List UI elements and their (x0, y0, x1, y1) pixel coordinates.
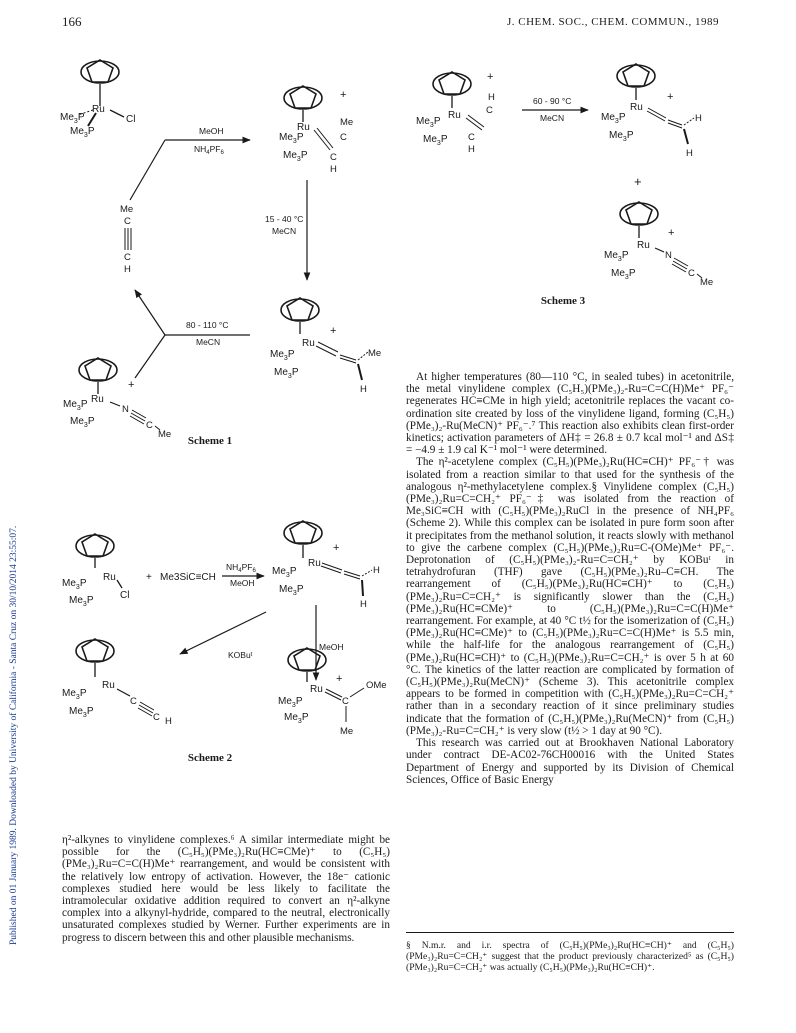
scheme-1-caption: Scheme 1 (187, 435, 233, 447)
complex-ru-acetylene (416, 71, 495, 155)
svg-text:Me3P: $Me_3P$ (609, 130, 634, 143)
svg-text:Ru: Ru (308, 558, 321, 569)
svg-text:Me: Me (700, 277, 714, 288)
svg-text:H: H (373, 565, 380, 576)
svg-text:Me3P: $Me_3P$ (611, 268, 636, 281)
svg-text:H: H (165, 716, 172, 727)
svg-text:C: C (486, 105, 493, 116)
svg-text:Me3P: $Me_3P$ (70, 126, 95, 139)
svg-text:H: H (330, 164, 337, 175)
svg-text:C: C (342, 696, 349, 707)
svg-text:Ru: Ru (630, 102, 643, 113)
svg-text:+: + (333, 542, 340, 554)
svg-text:H: H (686, 148, 693, 159)
svg-text:15 - 40 °C: 15 - 40 °C (265, 214, 304, 224)
svg-text:+: + (330, 325, 337, 337)
propyne (120, 204, 133, 275)
svg-text:Me3P: $Me_3P$ (62, 578, 87, 591)
svg-text:Me3P: $Me_3P$ (279, 132, 304, 145)
left-paragraph: η²-alkynes to vinylidene complexes.⁶ A similar intermediate might be possible for the (C₅H₅)(PMe₃)₂Ru(HC≡CMe)⁺ to (C₅H₅)(PMe₃)₂Ru=C=C(H)Me⁺ rearrangement, and would be consistent with the relatively low entropy of activation. However, the 18e⁻ cationic complexes studied here would be less likely to facilitate the intramolecular oxidative addition required to convert an η²-alkyne complex into a alkynyl-hydride, compared to the neutral, electronically unsaturated complexes studied by Werner. Further experiments are in progress to discern between this and other plausible mechanisms. (62, 834, 390, 944)
svg-text:Me: Me (120, 204, 134, 215)
svg-text:Me: Me (368, 348, 382, 359)
svg-text:C: C (146, 420, 153, 431)
svg-text:80 - 110 °C: 80 - 110 °C (186, 320, 229, 330)
svg-text:MeCN: MeCN (540, 113, 565, 123)
svg-text:Me3P: $Me_3P$ (279, 584, 304, 597)
reagent-meoh: MeOH (199, 126, 224, 136)
svg-text:Ru: Ru (102, 680, 115, 691)
svg-text:+: + (487, 71, 494, 83)
footnote: § N.m.r. and i.r. spectra of (C₅H₅)(PMe₃)₂Ru(HC≡CH)⁺ and (C₅H₅)(PMe₃)₂Ru=C=CH₂⁺ suggest that the product previously characterized⁵ as (C₅H₅)(PMe₃)₂Ru=C=CH₂⁺ was actually (C₅H₅)(PMe₃)₂Ru(HC≡CH)⁺. (406, 940, 734, 973)
svg-text:Ru: Ru (448, 110, 461, 121)
complex-ru-vinylidene-methyl (270, 298, 381, 395)
svg-text:Me3P: $Me_3P$ (69, 595, 94, 608)
svg-text:H: H (360, 384, 367, 395)
svg-text:C: C (340, 132, 347, 143)
svg-text:Me3P: $Me_3P$ (601, 112, 626, 125)
svg-text:+: + (668, 227, 675, 239)
paragraph-acetylene-complex: The η²-acetylene complex (C₅H₅)(PMe₃)₂Ru(HC≡CH)⁺ PF₆⁻† was isolated from a reaction similar to that used for the synthesis of the analogous η²-methylacetylene complex.§ Vinylidene complex (C₅H₅)(PMe₃)₂Ru=C=CH₂⁺ PF₆⁻‡ was isolated from the reaction of Me₃SiC≡CH with (C₅H₅)(PMe₃)₂RuCl in the presence of NH₄PF₆ (Scheme 2). While this complex can be isolated in pure form soon after it precipitates from the methanol solution, it reacts slowly with methanol to give the carbene complex (C₅H₅)(PMe₃)₂Ru=C-(OMe)Me⁺ PF₆⁻. Deprotonation of (C₅H₅)(PMe₃)₂-Ru=C=CH₂⁺ by KOBuᵗ in tetrahydrofuran (THF) gave (C₅H₅)(PMe₃)₂Ru–C≡CH. The rearrangement of (C₅H₅)(PMe₃)₂Ru(HC≡CH)⁺ to (C₅H₅)(PMe₃)₂Ru=C=CH₂⁺ is significantly slower than the (C₅H₅)(PMe₃)₂Ru(HC≡CMe)⁺ to (C₅H₅)(PMe₃)₂Ru=C=C(H)Me⁺ rearrangement. For example, at 40 °C t½ for the isomerization of (C₅H₅)(PMe₃)₂Ru(HC≡CMe)⁺ to (C₅H₅)(PMe₃)₂Ru=C=C(H)Me⁺ is 5.5 min, while the half-life for the analogous rearrangement of (C₅H₅)(PMe₃)₂Ru(HC≡CH)⁺ to (C₅H₅)(PMe₃)₂Ru=C=CH₂⁺ is over 5 h at 60 °C. The kinetics of the latter reaction are complicated by formation of (C₅H₅)(PMe₃)₂Ru(MeCN)⁺ (Scheme 3). This acetonitrile complex appears to be formed in competition with (C₅H₅)(PMe₃)₂Ru=C=CH₂⁺ rather than in a secondary reaction of it since preliminary studies indicate that the formation of (C₅H₅)(PMe₃)₂Ru(MeCN)⁺ from (C₅H₅)(PMe₃)₂-Ru=C=CH₂⁺ is very slow (t½ > 1 day at 90 °C). (406, 456, 734, 737)
paragraph-high-temperature: At higher temperatures (80—110 °C, in sealed tubes) in acetonitrile, the metal vinylidene complex (C₅H₅)(PMe₃)₂-Ru=C=C(H)Me⁺ PF₆⁻ regenerates HC≡CMe in high yield; acetonitrile replaces the vacant co-ordination site created by loss of the vinylidene ligand, forming (C₅H₅)(PMe₃)₂-Ru(MeCN)⁺ PF₆⁻.⁷ This reaction also exhibits clean first-order kinetics; activation parameters of ΔH‡ = 26.8 ± 0.7 kcal mol⁻¹ and ΔS‡ = −4.9 ± 1.9 cal K⁻¹ mol⁻¹ were determined. (406, 371, 734, 457)
svg-text:Ru: Ru (297, 122, 310, 133)
svg-text:H: H (124, 264, 131, 275)
paragraph-acknowledgement: This research was carried out at Brookhaven National Laboratory under contract DE-AC02-76CH00016 with the United States Department of Energy and supported by its Division of Chemical Sciences, Office of Basic Energy (406, 737, 734, 786)
svg-text:Ru: Ru (92, 104, 105, 115)
complex-ru-propyne (279, 86, 353, 175)
svg-text:MeCN: MeCN (272, 226, 297, 236)
svg-text:C: C (124, 252, 131, 263)
svg-text:NH4PF6: $NH_4PF_6$ (226, 562, 256, 574)
svg-text:Me3P: $Me_3P$ (274, 367, 299, 380)
svg-text:Me3P: $Me_3P$ (62, 688, 87, 701)
svg-text:+: + (336, 673, 343, 685)
svg-text:Me3P: $Me_3P$ (60, 112, 85, 125)
complex-ru-carbene (278, 648, 387, 737)
download-notice-text: Published on 01 January 1989. Downloaded by University of California - Santa Cruz on 30/10/2014 23:55:07. (9, 525, 19, 945)
svg-text:N: N (122, 404, 129, 415)
svg-text:H: H (695, 113, 702, 124)
svg-text:H: H (360, 599, 367, 610)
svg-text:Ru: Ru (310, 684, 323, 695)
svg-text:Me: Me (158, 429, 172, 440)
svg-text:N: N (665, 250, 672, 261)
svg-text:MeCN: MeCN (196, 337, 221, 347)
reagent-tms-acetylene: Me3SiC≡CH (160, 572, 216, 583)
svg-text:Ru: Ru (103, 572, 116, 583)
svg-text:Ru: Ru (302, 338, 315, 349)
svg-text:60 - 90 °C: 60 - 90 °C (533, 96, 572, 106)
scheme-2-caption: Scheme 2 (187, 752, 233, 764)
page-number: 166 (62, 14, 82, 29)
svg-text:Cl: Cl (126, 114, 136, 125)
right-column (406, 371, 734, 786)
svg-text:H: H (468, 144, 475, 155)
svg-text:Me3P: $Me_3P$ (604, 250, 629, 263)
complex-ru-chloride-1 (60, 60, 135, 139)
svg-text:Me3P: $Me_3P$ (284, 712, 309, 725)
svg-text:+: + (128, 379, 135, 391)
scheme-3-caption: Scheme 3 (540, 295, 586, 307)
complex-ru-acetylide (62, 639, 172, 727)
complex-ru-vinylidene-parent (601, 64, 702, 159)
svg-text:C: C (688, 268, 695, 279)
footnote-rule (406, 932, 734, 933)
svg-text:KOBuᵗ: KOBuᵗ (228, 650, 253, 660)
svg-text:Me3P: $Me_3P$ (63, 399, 88, 412)
svg-text:Me3P: $Me_3P$ (69, 706, 94, 719)
svg-text:Me3P: $Me_3P$ (272, 566, 297, 579)
svg-text:Ru: Ru (91, 394, 104, 405)
svg-text:OMe: OMe (366, 680, 387, 691)
svg-text:C: C (153, 712, 160, 723)
left-column (62, 834, 390, 944)
svg-text:H: H (488, 92, 495, 103)
svg-text:C: C (124, 216, 131, 227)
svg-text:Ru: Ru (637, 240, 650, 251)
svg-text:Me: Me (340, 726, 354, 737)
svg-text:Me: Me (340, 117, 354, 128)
complex-ru-chloride-2 (62, 534, 129, 608)
svg-text:+: + (146, 572, 152, 583)
complex-ru-acetonitrile-1 (63, 358, 171, 440)
svg-text:NH4PF6: $NH_4PF_6$ (194, 144, 224, 156)
svg-text:Me3P: $Me_3P$ (283, 150, 308, 163)
plus-sign: + (634, 174, 642, 189)
svg-text:+: + (667, 91, 674, 103)
svg-text:Me3P: $Me_3P$ (278, 696, 303, 709)
journal-header: J. CHEM. SOC., CHEM. COMMUN., 1989 (507, 16, 719, 28)
svg-text:Cl: Cl (120, 590, 130, 601)
svg-text:C: C (130, 696, 137, 707)
svg-text:Me3P: $Me_3P$ (270, 349, 295, 362)
complex-ru-acetonitrile-2 (604, 202, 713, 288)
svg-text:MeOH: MeOH (319, 642, 344, 652)
complex-ru-vinylidene (272, 521, 380, 610)
svg-text:MeOH: MeOH (230, 578, 255, 588)
svg-text:+: + (340, 89, 347, 101)
svg-text:C: C (468, 132, 475, 143)
svg-text:Me3P: $Me_3P$ (423, 134, 448, 147)
svg-text:C: C (330, 152, 337, 163)
svg-text:Me3P: $Me_3P$ (416, 116, 441, 129)
svg-text:Me3P: $Me_3P$ (70, 416, 95, 429)
